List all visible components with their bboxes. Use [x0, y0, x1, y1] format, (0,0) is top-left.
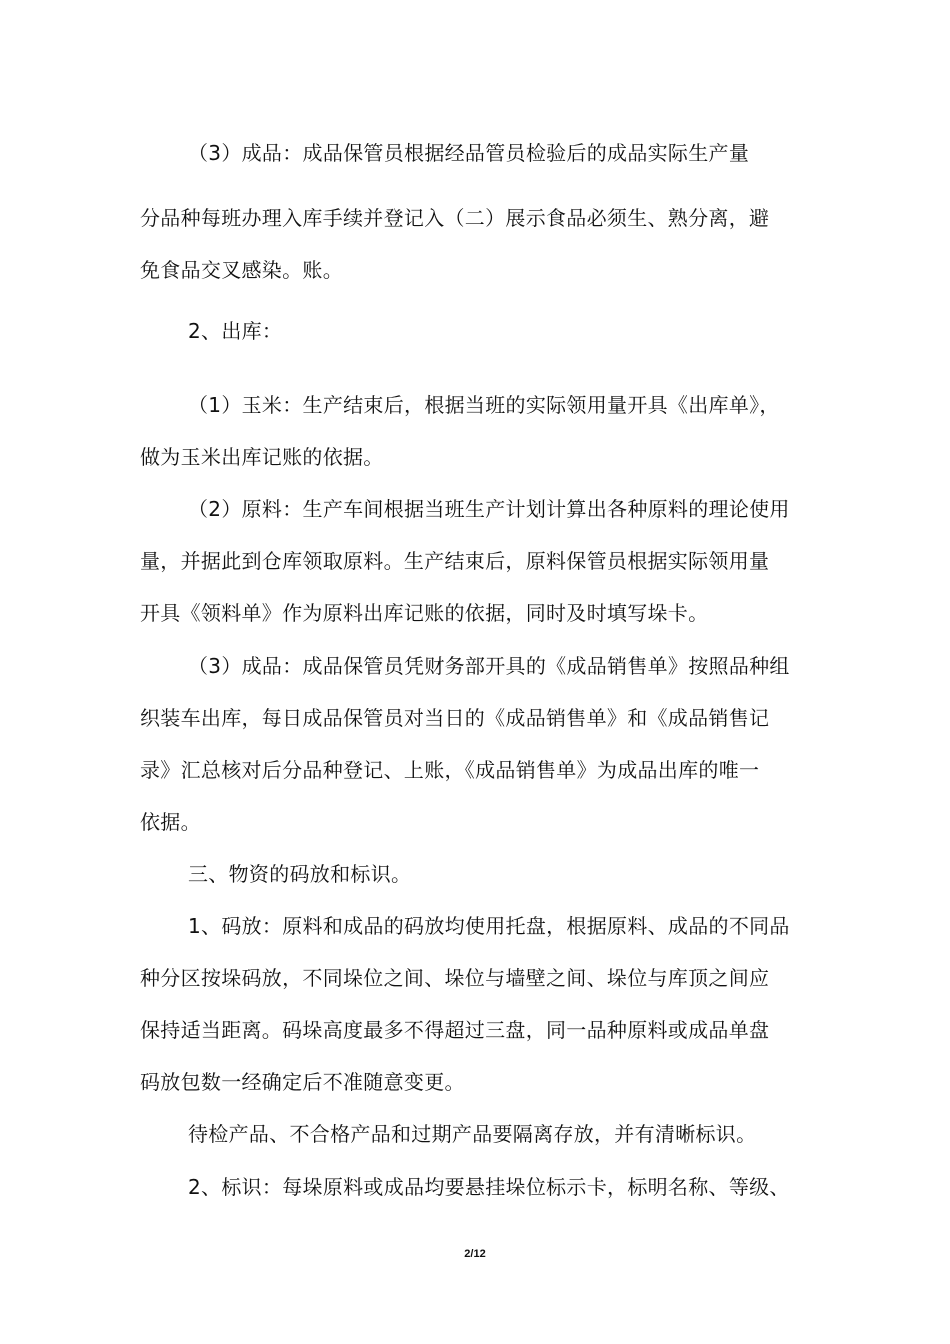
text-line: 保持适当距离。码垛高度最多不得超过三盘，同一品种原料或成品单盘 [140, 1018, 770, 1042]
text-line: （3）成品：成品保管员凭财务部开具的《成品销售单》按照品种组 [188, 654, 790, 678]
text-line: 依据。 [140, 810, 201, 834]
text-line: 量，并据此到仓库领取原料。生产结束后，原料保管员根据实际领用量 [140, 549, 770, 573]
text-line: 免食品交叉感染。账。 [140, 258, 343, 282]
text-line: （2）原料：生产车间根据当班生产计划计算出各种原料的理论使用 [188, 497, 790, 521]
text-line: 录》汇总核对后分品种登记、上账，《成品销售单》为成品出库的唯一 [140, 758, 760, 782]
text-line: （1）玉米：生产结束后，根据当班的实际领用量开具《出库单》， [188, 393, 780, 417]
text-line: 1、码放：原料和成品的码放均使用托盘，根据原料、成品的不同品 [188, 914, 790, 938]
text-line: 分品种每班办理入库手续并登记入（二）展示食品必须生、熟分离，避 [140, 206, 770, 230]
text-line: 织装车出库，每日成品保管员对当日的《成品销售单》和《成品销售记 [140, 706, 770, 730]
text-line: 2、标识：每垛原料或成品均要悬挂垛位标示卡，标明名称、等级、 [188, 1175, 790, 1199]
text-line: 开具《领料单》作为原料出库记账的依据，同时及时填写垛卡。 [140, 601, 709, 625]
text-line: 做为玉米出库记账的依据。 [140, 445, 384, 469]
section-heading: 三、物资的码放和标识。 [188, 862, 412, 886]
section-heading: 2、出库： [188, 319, 283, 343]
text-line: 种分区按垛码放，不同垛位之间、垛位与墙壁之间、垛位与库顶之间应 [140, 966, 770, 990]
text-line: 待检产品、不合格产品和过期产品要隔离存放，并有清晰标识。 [188, 1122, 757, 1146]
page-number: 2/12 [464, 1248, 486, 1260]
text-line: （3）成品：成品保管员根据经品管员检验后的成品实际生产量 [188, 141, 750, 165]
text-line: 码放包数一经确定后不准随意变更。 [140, 1070, 465, 1094]
